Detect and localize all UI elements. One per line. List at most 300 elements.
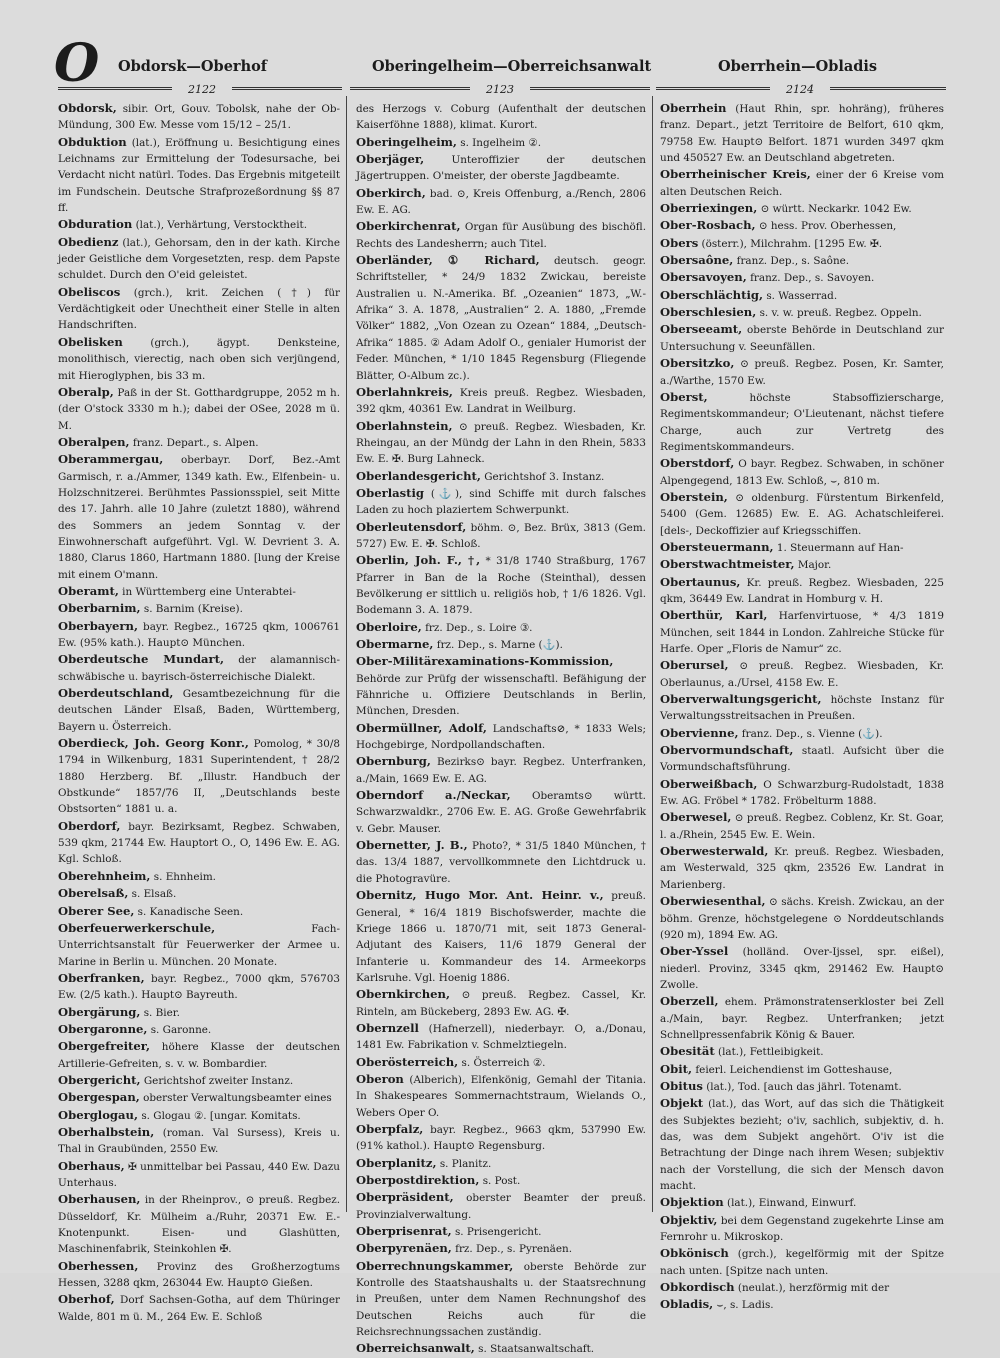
dictionary-entry	[356, 185, 646, 219]
dictionary-entry	[356, 468, 646, 485]
dictionary-entry	[58, 1191, 340, 1257]
entry-headword: Obesität	[660, 1044, 715, 1059]
entry-headword: Oberglogau,	[58, 1107, 139, 1122]
dictionary-entry	[58, 735, 340, 818]
entry-definition: (grch.), kegelförmig mit der Spitze nach unten. [Spitze nach unten.	[660, 1248, 944, 1277]
dictionary-entry	[58, 1124, 340, 1158]
entry-headword: Oberweißbach,	[660, 776, 758, 791]
entry-headword: Obernetter, J. B.,	[356, 838, 468, 853]
entry-definition: bei dem Gegenstand zugekehrte Linse am Fernrohr u. Mikroskop.	[660, 1214, 944, 1244]
dictionary-entry	[660, 269, 944, 286]
entry-headword: Oberelsaß,	[58, 886, 129, 901]
dictionary-entry	[660, 1194, 944, 1211]
entry-headword: Oberloire,	[356, 619, 422, 634]
dictionary-entry	[356, 1340, 646, 1357]
entry-headword: Oberingelheim,	[356, 134, 457, 149]
entry-headword: Oberzell,	[660, 994, 719, 1009]
entry-definition: höchste Instanz für Verwaltungsstreitsachen in Preußen.	[660, 694, 944, 723]
dictionary-entry	[660, 809, 944, 843]
dictionary-entry	[660, 1279, 944, 1296]
entry-headword: Obersaône,	[660, 253, 734, 268]
entry-definition: (Haut Rhin, spr. hohräng), früheres franz. Depart., jetzt Territoire de Belfort, 610 qkm, 79758 Ew. Haupt⊙ Belfort. 1871 wurden 3497 qkm und 450527 Ew. an Deutschland abgetreten.	[660, 103, 944, 165]
entry-definition: ⊙ preuß. Regbez. Wiesbaden, Kr. Oberlaunus, a./Ursel, 4158 Ew. E.	[660, 660, 944, 689]
entry-headword: Oberpfalz,	[356, 1121, 424, 1136]
entry-headword: Oberhessen,	[58, 1258, 139, 1273]
entry-definition: frz. Dep., s. Loire ③.	[421, 621, 533, 634]
entry-definition: (österr.), Milchrahm. [1295 Ew. ✠.	[698, 237, 883, 250]
dictionary-entry	[58, 334, 340, 384]
entry-definition: (grch.), ägypt. Denksteine, monolithisch, vierectig, nach oben sich verjüngend, mit Hieroglyphen, bis 33 m.	[58, 336, 340, 382]
dictionary-entry	[356, 1240, 646, 1257]
entry-headword: Oberwiesenthal,	[660, 894, 766, 909]
entry-definition: bad. ⊙, Kreis Offenburg, a./Rench, 2806 Ew. E. AG.	[356, 187, 646, 217]
entry-definition: (lat.), Eröffnung u. Besichtigung eines Leichnams zur Ermittelung der Todesursache, bei Verdacht nicht natürl. Todes. Das Ergebnis mitgeteilt im Fundschein. Deutsche Strafprozeßordnung §§ 87 ff.	[58, 136, 340, 215]
entry-headword: Ober-Rosbach,	[660, 218, 756, 233]
entry-definition: ⊙ sächs. Kreish. Zwickau, an der böhm. Grenze, höchstgelegene ⊙ Norddeutschlands (920 m), 1894 Ew. AG.	[660, 896, 944, 941]
entry-definition: ✠ unmittelbar bei Passau, 440 Ew. Dazu Unterhaus.	[58, 1160, 340, 1189]
entry-definition: oberster Beamter der preuß. Provinzialverwaltung.	[356, 1192, 646, 1221]
entry-headword: Objektiv,	[660, 1212, 718, 1227]
entry-headword: Oberhalbstein,	[58, 1124, 155, 1139]
dictionary-entry	[356, 1020, 646, 1054]
entry-definition: (lat.), Verhärtung, Verstocktheit.	[132, 219, 308, 232]
entry-definition: oberste Behörde in Deutschland zur Untersuchung v. Seeunfällen.	[660, 324, 944, 353]
entry-headword: Obersteuermann,	[660, 539, 774, 554]
dictionary-entry	[356, 720, 646, 754]
entry-headword: Oberlandesgericht,	[356, 468, 481, 483]
entry-definition: ⊙ preuß. Regbez. Wiesbaden, Kr. Rheingau, an der Mündg der Lahn in den Rhein, 5833 Ew. E. ✠. Burg Lahneck.	[356, 420, 646, 466]
entry-headword: Oberrhein	[660, 101, 727, 115]
entry-definition: Bezirks⊙ bayr. Regbez. Unterfranken, a./Main, 1669 Ew. E. AG.	[356, 756, 646, 785]
entry-definition: Dorf Sachsen-Gotha, auf dem Thüringer Walde, 801 m ü. M., 264 Ew. E. Schloß	[58, 1294, 340, 1323]
entry-headword: Oberstdorf,	[660, 456, 735, 471]
entry-headword: Oberbarnim,	[58, 601, 141, 616]
entry-headword: Oberdieck, Joh. Georg Konr.,	[58, 736, 249, 751]
dictionary-entry	[356, 1172, 646, 1189]
entry-definition: Behörde zur Prüfg der wissenschaftl. Befähigung der Fähnriche u. Offiziere Deutschlands in Berlin, München, Dresden.	[356, 672, 646, 718]
dictionary-entry	[660, 725, 944, 742]
entry-definition: s. Ingelheim ②.	[456, 136, 542, 149]
entry-headword: Obedienz	[58, 234, 119, 249]
dictionary-entry	[356, 134, 646, 151]
dictionary-entry	[58, 434, 340, 451]
entry-headword: Obermüllner, Adolf,	[356, 720, 487, 735]
dictionary-entry	[356, 636, 646, 653]
entry-definition: s. Wasserrad.	[763, 289, 838, 302]
entry-headword: Oberlastig	[356, 485, 425, 500]
entry-definition: s. Bier.	[140, 1006, 180, 1019]
entry-headword: Obeliscos	[58, 284, 121, 299]
entry-headword: Obergärung,	[58, 1004, 141, 1019]
entry-definition: frz. Dep., s. Marne (⚓).	[433, 639, 563, 651]
column-3	[660, 100, 944, 1312]
entry-definition: (neulat.), herzförmig mit der	[734, 1282, 890, 1295]
entry-definition: s. Glogau ②. [ungar. Komitats.	[138, 1109, 301, 1122]
entry-headword: Oberseeamt,	[660, 322, 743, 337]
entry-headword: Oberfeuerwerkerschule,	[58, 920, 216, 935]
dictionary-entry	[660, 1078, 944, 1095]
entry-definition: der alamannisch-schwäbische u. bayrisch-österreichische Dialekt.	[58, 654, 340, 683]
dictionary-entry	[660, 943, 944, 993]
dictionary-entry	[660, 556, 944, 573]
entry-definition: bayr. Regbez., 9663 qkm, 537990 Ew. (91% kathol.). Haupt⊙ Regensburg.	[356, 1123, 646, 1153]
dictionary-entry	[660, 489, 944, 539]
entry-definition: ⌣, s. Ladis.	[713, 1299, 774, 1312]
dictionary-entry	[660, 287, 944, 304]
entry-definition: (Hafnerzell), niederbayr. O, a./Donau, 1481 Ew. Fabrikation v. Schmelztiegeln.	[356, 1022, 646, 1052]
entry-definition: einer der 6 Kreise vom alten Deutschen Reich.	[660, 169, 944, 198]
entry-definition: oberbayr. Dorf, Bez.-Amt Garmisch, r. a./Ammer, 1349 kath. Ew., Elfenbein- u. Holzschnitzerei. Berühmtes Passionsspiel, seit Mitte des 17. Jahrh. alle 10 Jahre (zuletzt 1880), während des Sommers an jedem Sonntag v. der Einwohnerschaft aufgeführt. Vgl. W. Devrient 3. A. 1880, Clarus 1860, Hartmann 1880. [lung der Kreise mit einem O'mann.	[58, 454, 340, 581]
entry-definition: O Schwarzburg-Rudolstadt, 1838 Ew. AG. Fröbel * 1782. Fröbelturm 1888.	[660, 778, 944, 808]
dictionary-entry	[356, 986, 646, 1020]
dictionary-entry	[58, 1021, 340, 1038]
dictionary-entry	[58, 651, 340, 685]
entry-headword: Oberwesel,	[660, 810, 732, 825]
entry-headword: Oberpostdirektion,	[356, 1173, 480, 1187]
entry-definition: (roman. Val Sursess), Kreis u. Thal in Graubünden, 2550 Ew.	[58, 1126, 340, 1156]
entry-definition: Gesamtbezeichnung für die deutschen Länder Elsaß, Baden, Württemberg, Bayern u. Österreich.	[58, 688, 340, 733]
entry-definition: s. v. w. preuß. Regbez. Oppeln.	[756, 307, 922, 320]
dictionary-entry	[58, 134, 340, 217]
dictionary-entry	[660, 1296, 944, 1313]
entry-headword: Obernkirchen,	[356, 987, 450, 1002]
dictionary-entry	[356, 519, 646, 553]
dictionary-entry	[660, 607, 944, 657]
column-divider-1	[346, 96, 347, 1212]
dictionary-entry	[356, 485, 646, 519]
dictionary-entry	[660, 1061, 944, 1078]
dictionary-entry	[660, 235, 944, 252]
entry-headword: Oberthür, Karl,	[660, 608, 768, 623]
entry-headword: Obernzell	[356, 1020, 419, 1035]
entry-headword: Oberrechnungskammer,	[356, 1258, 514, 1273]
entry-definition: höchste Stabsoffizierscharge, Regimentskommandeur; O'Lieutenant, nächst tiefere Charge, auch zur Vertretg des Regimentskommandeurs.	[660, 391, 944, 453]
entry-headword: Obergefreiter,	[58, 1039, 151, 1054]
dictionary-entry	[356, 1071, 646, 1121]
entry-headword: Oberverwaltungsgericht,	[660, 692, 822, 707]
dictionary-entry	[58, 818, 340, 868]
entry-headword: Oberon	[356, 1071, 404, 1086]
entry-definition: franz. Dep., s. Savoyen.	[746, 272, 875, 285]
dictionary-entry	[660, 1043, 944, 1060]
dictionary-entry	[660, 217, 944, 234]
entry-definition: ehem. Prämonstratenserkloster bei Zell a./Main, bayr. Regbez. Unterfranken; jetzt Schnellpressenfabrik König & Bauer.	[660, 996, 944, 1041]
dictionary-entry	[58, 868, 340, 885]
dictionary-entry	[660, 893, 944, 943]
entry-definition: franz. Depart., s. Alpen.	[129, 436, 259, 449]
entry-definition: s. Prisengericht.	[451, 1226, 542, 1239]
entry-definition: s. Garonne.	[147, 1023, 212, 1036]
entry-definition: Gerichtshof 3. Instanz.	[480, 470, 605, 483]
page-number-3: 2124	[770, 83, 830, 96]
column-divider-2	[652, 96, 653, 1212]
entry-headword: Oberkirch,	[356, 185, 426, 200]
entry-definition: franz. Dep., s. Vienne (⚓).	[738, 727, 883, 740]
dictionary-entry	[58, 618, 340, 652]
dictionary-entry	[660, 389, 944, 455]
dictionary-entry	[58, 920, 340, 970]
dictionary-entry	[660, 657, 944, 691]
entry-definition: Pomolog, * 30/8 1794 in Wilkenburg, 1831 Superintendent, † 28/2 1880 Herzberg. Bf. „Illustr. Handbuch der Obstkunde“ 1857/76 II, „Deutschlands beste Obstsorten“ 1881 u. a.	[58, 738, 341, 816]
column-2	[356, 100, 647, 1356]
entry-definition: in Württemberg eine Unterabtei-	[118, 585, 296, 598]
dictionary-entry	[356, 1189, 646, 1223]
entry-headword: Oberlahnstein,	[356, 418, 453, 433]
entry-definition: böhm. ⊙, Bez. Brüx, 3813 (Gem. 5727) Ew. E. ✠. Schloß.	[356, 521, 646, 550]
dictionary-entry	[660, 843, 944, 893]
dictionary-entry	[58, 216, 340, 233]
entry-headword: Obertaunus,	[660, 574, 741, 589]
entry-headword: Oberdeutsche Mundart,	[58, 652, 225, 667]
dictionary-entry	[356, 418, 646, 468]
dictionary-entry	[356, 100, 646, 134]
dictionary-entry	[356, 753, 646, 787]
dictionary-entry	[660, 539, 944, 556]
entry-definition: (lat.), Tod. [auch das jährl. Totenamt.	[702, 1080, 902, 1093]
entry-headword: Oberschlesien,	[660, 305, 757, 320]
entry-headword: Ober-Yssel	[660, 944, 729, 959]
entry-headword: Oberriexingen,	[660, 201, 758, 216]
entry-definition: feierl. Leichendienst im Gotteshause,	[692, 1063, 893, 1076]
dictionary-entry	[58, 885, 340, 902]
dictionary-entry	[58, 451, 340, 583]
dictionary-entry	[58, 903, 340, 920]
entry-headword: Oberösterreich,	[356, 1054, 459, 1069]
entry-headword: Obers	[660, 235, 699, 250]
dictionary-entry	[660, 1212, 944, 1246]
entry-definition: Kr. preuß. Regbez. Wiesbaden, 225 qkm, 36449 Ew. Landrat in Homburg v. H.	[660, 576, 944, 605]
dictionary-entry	[660, 252, 944, 269]
entry-definition: bayr. Bezirksamt, Regbez. Schwaben, 539 qkm, 21744 Ew. Hauptort O., O, 1496 Ew. E. AG. Kgl. Schloß.	[58, 820, 340, 866]
dictionary-entry	[660, 100, 944, 166]
entry-headword: Oberstwachtmeister,	[660, 557, 795, 572]
entry-headword: Oberammergau,	[58, 452, 164, 467]
entry-headword: Obit,	[660, 1061, 693, 1076]
dictionary-entry	[356, 384, 646, 418]
entry-headword: Obduktion	[58, 134, 127, 149]
entry-definition: Gerichtshof zweiter Instanz.	[140, 1074, 294, 1087]
dictionary-entry	[58, 600, 340, 617]
entry-definition: bayr. Regbez., 16725 qkm, 1006761 Ew. (95% kath.). Haupt⊙ München.	[58, 620, 340, 649]
dictionary-entry	[356, 787, 646, 837]
dictionary-entry	[58, 1258, 340, 1292]
dictionary-entry	[356, 653, 646, 719]
page-number-2: 2123	[470, 83, 530, 96]
entry-headword: Obervienne,	[660, 725, 739, 740]
entry-definition: (lat.), Fettleibigkeit.	[714, 1046, 824, 1059]
dictionary-entry	[660, 1245, 944, 1279]
entry-headword: Obdorsk,	[58, 101, 117, 115]
dictionary-entry	[356, 1054, 646, 1071]
dictionary-entry	[58, 1089, 340, 1106]
dictionary-entry	[660, 574, 944, 608]
section-letter: O	[54, 33, 100, 94]
dictionary-entry	[356, 1121, 646, 1155]
entry-headword: Obersitzko,	[660, 356, 735, 371]
entry-headword: Obergespan,	[58, 1090, 140, 1105]
dictionary-entry	[660, 166, 944, 200]
dictionary-entry	[58, 384, 340, 434]
entry-definition: des Herzogs v. Coburg (Aufenthalt der deutschen Kaiserföhne 1888), klimat. Kurort.	[356, 103, 646, 132]
entry-definition: bayr. Regbez., 7000 qkm, 576703 Ew. (2/5 kath.). Haupt⊙ Bayreuth.	[58, 972, 340, 1002]
dictionary-entry	[660, 1095, 944, 1194]
entry-headword: Oberprisenrat,	[356, 1224, 452, 1239]
entry-definition: s. Barnim (Kreise).	[140, 603, 243, 616]
entry-definition: Landschafts⊘, * 1833 Wels; Hochgebirge, Nordpollandschaften.	[356, 722, 646, 752]
entry-definition: 1. Steuermann auf Han-	[773, 541, 904, 554]
dictionary-entry	[356, 837, 646, 887]
entry-headword: Obduration	[58, 217, 133, 232]
entry-definition: höhere Klasse der deutschen Artillerie-Gefreiten, s. v. w. Bombardier.	[58, 1041, 340, 1070]
dictionary-entry	[660, 993, 944, 1043]
dictionary-entry	[58, 1158, 340, 1192]
entry-headword: Oberkirchenrat,	[356, 219, 461, 234]
entry-headword: Obernitz, Hugo Mor. Ant. Heinr. v.,	[356, 888, 604, 903]
entry-headword: Oberländer, ① Richard,	[356, 253, 540, 268]
entry-definition: O bayr. Regbez. Schwaben, in schöner Alpengegend, 1813 Ew. Schloß, ⌣, 810 m.	[660, 458, 944, 487]
entry-definition: Kr. preuß. Regbez. Wiesbaden, am Westerwald, 325 qkm, 23526 Ew. Landrat in Marienberg.	[660, 846, 944, 891]
entry-definition: sibir. Ort, Gouv. Tobolsk, nahe der Ob-Mündung, 300 Ew. Messe vom 15/12 – 25/1.	[58, 103, 340, 132]
dictionary-entry	[356, 552, 646, 618]
entry-definition: (Alberich), Elfenkönig, Gemahl der Titania. In Shakespeares Sommernachtstraum, Wielands O., Webers Oper O.	[356, 1073, 646, 1119]
entry-definition: ⊙ oldenburg. Fürstentum Birkenfeld, 5400 (Gem. 12685) Ew. E. AG. Achatschleiferei. [dels-, Deckoffizier auf Kriegsschiffen.	[660, 491, 944, 537]
entry-definition: Major.	[794, 559, 832, 572]
entry-headword: Oberehnheim,	[58, 868, 151, 883]
entry-headword: Obersavoyen,	[660, 270, 747, 285]
entry-headword: Oberschlächtig,	[660, 287, 764, 302]
entry-definition: franz. Dep., s. Saône.	[733, 255, 850, 268]
entry-headword: Obervormundschaft,	[660, 743, 794, 758]
dictionary-entry	[660, 691, 944, 725]
entry-definition: (holländ. Over-Ijssel, spr. eißel), niederl. Provinz, 3345 qkm, 291462 Ew. Haupt⊙ Zwolle.	[660, 946, 944, 991]
entry-headword: Obermarne,	[356, 637, 434, 651]
entry-definition: Provinz des Großherzogtums Hessen, 3288 qkm, 263044 Ew. Haupt⊙ Gießen.	[58, 1260, 340, 1290]
entry-definition: frz. Dep., s. Pyrenäen.	[451, 1243, 572, 1256]
dictionary-entry	[58, 284, 340, 334]
entry-definition: Paß in der St. Gotthardgruppe, 2052 m h. (der O'stock 3330 m h.); dabei der OSee, 2028 m ü. M.	[58, 386, 340, 432]
dictionary-entry	[58, 234, 340, 284]
entry-definition: preuß. General, * 16/4 1819 Bischofswerder, machte die Kriege 1866 u. 1870/71 mit, seit 1873 General-Adjutant des Kaisers, 11/6 1879 General der Infanterie u. Kommandeur des 14. Armeekorps Karlsruhe. Vgl. Hoenig 1886.	[356, 890, 646, 984]
entry-headword: Oberrheinischer Kreis,	[660, 167, 811, 182]
dictionary-entry	[660, 355, 944, 389]
entry-headword: Oberlin, Joh. F., †,	[356, 553, 481, 568]
dictionary-entry	[58, 1038, 340, 1072]
dictionary-entry	[58, 1004, 340, 1021]
dictionary-entry	[356, 1258, 646, 1341]
dictionary-entry	[356, 151, 646, 185]
entry-definition: ⊙ württ. Neckarkr. 1042 Ew.	[757, 203, 912, 216]
entry-definition: Oberamts⊙ württ. Schwarzwaldkr., 2706 Ew. E. AG. Große Gewehrfabrik v. Gebr. Mauser.	[356, 790, 646, 835]
entry-headword: Obergaronne,	[58, 1021, 148, 1036]
entry-definition: Unteroffizier der deutschen Jägertruppen. O'meister, der oberste Jagdbeamte.	[356, 154, 646, 183]
entry-definition: ⊙ preuß. Regbez. Posen, Kr. Samter, a./Warthe, 1570 Ew.	[660, 358, 944, 387]
column-header-2: Oberingelheim—Oberreichsanwalt	[372, 58, 652, 75]
entry-definition: ⊙ preuß. Regbez. Cassel, Kr. Rinteln, am Bückeberg, 2893 Ew. AG. ✠.	[356, 989, 646, 1018]
dictionary-entry	[356, 218, 646, 252]
dictionary-entry	[660, 455, 944, 489]
dictionary-entry	[660, 321, 944, 355]
entry-headword: Obitus	[660, 1078, 703, 1093]
entry-definition: Fach-Unterrichtsanstalt für Feuerwerker der Armee u. Marine in Berlin u. München. 20 Monate.	[58, 922, 340, 968]
entry-definition: oberste Behörde zur Kontrolle des Staatshaushalts u. der Staatsrechnung in Preußen, unter dem Namen Rechnungshof des Deutschen Reichs auch für die Reichsrechnungssachen zuständig.	[356, 1260, 646, 1339]
entry-definition: Harfenvirtuose, * 4/3 1819 München, seit 1844 in London. Zahlreiche Stücke für Harfe. Oper „Floris de Namur“ zc.	[660, 610, 944, 655]
entry-definition: s. Ehnheim.	[150, 870, 216, 883]
dictionary-entry	[58, 100, 340, 134]
entry-headword: Obkönisch	[660, 1246, 729, 1261]
column-header-1: Obdorsk—Oberhof	[118, 58, 268, 75]
entry-definition: s. Kanadische Seen.	[134, 905, 244, 918]
entry-headword: Oberdorf,	[58, 818, 121, 833]
entry-definition: s. Elsaß.	[128, 888, 177, 901]
entry-definition: s. Österreich ②.	[458, 1056, 546, 1069]
entry-headword: Oberlahnkreis,	[356, 384, 453, 399]
entry-headword: Oberhaus,	[58, 1158, 125, 1173]
entry-headword: Obkordisch	[660, 1280, 735, 1295]
entry-headword: Obergericht,	[58, 1072, 141, 1087]
entry-definition: ⊙ hess. Prov. Oberhessen,	[755, 220, 897, 233]
entry-headword: Oberstein,	[660, 489, 728, 504]
entry-definition: * 31/8 1740 Straßburg, 1767 Pfarrer in Ban de la Roche (Steinthal), dessen Bevölkerung er sittlich u. religiös hob, † 1/6 1826. Vgl. Bodemann 3. A. 1879.	[356, 555, 647, 617]
entry-headword: Objekt	[660, 1096, 704, 1111]
dictionary-entry	[58, 1107, 340, 1124]
entry-headword: Oberleutensdorf,	[356, 519, 467, 534]
column-header-3: Oberrhein—Obladis	[718, 58, 878, 75]
entry-headword: Oberhof,	[58, 1292, 115, 1307]
entry-headword: Obernburg,	[356, 754, 431, 769]
entry-headword: Oberst,	[660, 389, 708, 404]
dictionary-entry	[356, 1223, 646, 1240]
entry-headword: Oberursel,	[660, 658, 729, 673]
entry-definition: s. Planitz.	[436, 1157, 492, 1170]
entry-definition: Organ für Ausübung des bischöfl. Rechts des Landesherrn; auch Titel.	[356, 221, 646, 250]
dictionary-entry	[58, 970, 340, 1004]
entry-definition: (⚓), sind Schiffe mit durch falsches Laden zu hoch plaziertem Schwerpunkt.	[356, 487, 646, 517]
entry-definition: (grch.), krit. Zeichen (†) für Verdächtigkeit oder Unechtheit einer Stelle in alten Handschriften.	[58, 286, 340, 332]
entry-headword: Oberer See,	[58, 903, 135, 918]
entry-definition: s. Post.	[479, 1175, 521, 1187]
dictionary-entry	[356, 619, 646, 636]
dictionary-entry	[660, 742, 944, 776]
dictionary-entry	[660, 304, 944, 321]
entry-headword: Oberalp,	[58, 384, 114, 399]
entry-definition: (lat.), Gehorsam, den in der kath. Kirche jeder Geistliche dem Vorgesetzten, resp. dem Papste schuldet. Durch den O'eid geleistet.	[58, 236, 340, 282]
dictionary-entry	[356, 887, 646, 986]
entry-definition: Photo?, * 31/5 1840 München, † das. 13/4 1887, vervollkommnete den Lichtdruck u. die Photogravüre.	[356, 840, 646, 885]
dictionary-entry	[660, 776, 944, 810]
dictionary-entry	[58, 685, 340, 735]
dictionary-entry	[58, 1291, 340, 1325]
page-number-1: 2122	[172, 83, 232, 96]
entry-definition: (lat.), das Wort, auf das sich die Thätigkeit des Subjektes bezieht; o'iv, sachlich, subjektiv, d. h. das, was dem Subjekt angehört. O'iv ist die Betrachtung der Dinge nach ihrem Wesen; subjektiv nach der Vorstellung, die sich der Mensch davon macht.	[660, 1098, 944, 1192]
entry-headword: Oberndorf a./Neckar,	[356, 788, 511, 803]
entry-headword: Objektion	[660, 1195, 724, 1210]
dictionary-entry	[356, 252, 646, 384]
entry-definition: s. Staatsanwaltschaft.	[474, 1343, 595, 1356]
entry-definition: in der Rheinprov., ⊙ preuß. Regbez. Düsseldorf, Kr. Mülheim a./Ruhr, 20371 Ew. E.-Knotenpunkt. Eisen- und Glashütten, Maschinenfabrik, Steinkohlen ✠.	[58, 1194, 340, 1256]
entry-definition: oberster Verwaltungsbeamter eines	[139, 1092, 332, 1105]
entry-definition: (lat.), Einwand, Einwurf.	[723, 1197, 857, 1210]
entry-definition: staatl. Aufsicht über die Vormundschaftsführung.	[660, 745, 944, 774]
dictionary-entry	[356, 1155, 646, 1172]
dictionary-entry	[660, 200, 944, 217]
entry-headword: Oberfranken,	[58, 970, 145, 985]
entry-definition: Kreis preuß. Regbez. Wiesbaden, 392 qkm, 40361 Ew. Landrat in Weilburg.	[356, 386, 646, 416]
column-1	[58, 100, 341, 1323]
entry-headword: Oberwesterwald,	[660, 844, 769, 859]
entry-headword: Oberreichsanwalt,	[356, 1341, 475, 1356]
entry-definition: deutsch. geogr. Schriftsteller, * 24/9 1832 Zwickau, bereiste Australien u. N.-Amerika. Bf. „Ozeanien“ 1873, „W.-Afrika“ 3. A. 1878, „Australien“ 2. A. 1880, „Fremde Völker“ 1882, „Von Ozean zu Ozean“ 1884, „Deutsch-Afrika“ 1885. ② Adam Adolf O., genialer Humorist der Feder. München, * 1/10 1845 Regensburg (Fliegende Blätter, O-Album zc.).	[356, 255, 646, 382]
entry-headword: Obelisken	[58, 334, 123, 349]
